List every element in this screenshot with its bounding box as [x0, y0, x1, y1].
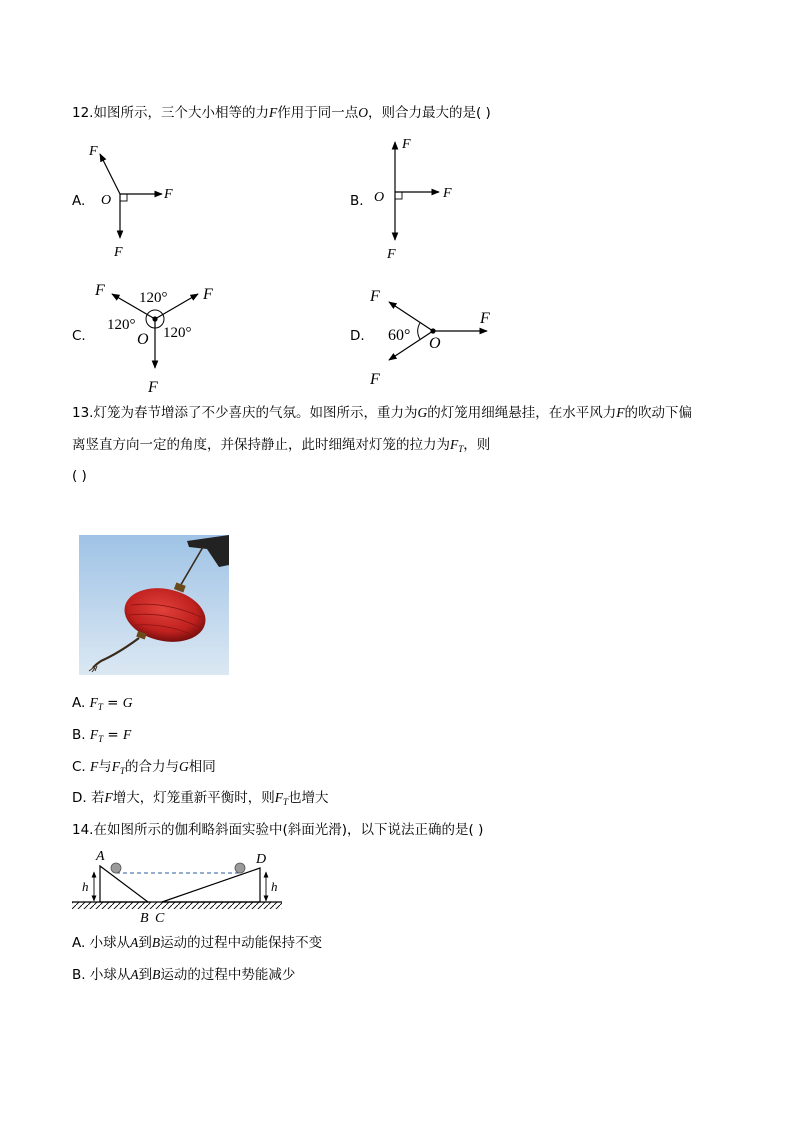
q13-option-a[interactable]: A. $F_T = G$	[72, 695, 133, 712]
point-b-label: B	[140, 911, 149, 926]
force-label: F	[370, 371, 380, 388]
q12-diagram-a	[80, 138, 200, 262]
q13-stem-line1: 13.灯笼为春节增添了不少喜庆的气氛。如图所示，重力为G的灯笼用细绳悬挂，在水平风力F的吹动下偏	[72, 405, 692, 421]
q14-option-a[interactable]: A. 小球从A到B运动的过程中动能保持不变	[72, 935, 323, 951]
force-label: F	[95, 282, 105, 299]
q14-stem: 14.在如图所示的伽利略斜面实验中(斜面光滑)，以下说法正确的是( )	[72, 822, 484, 838]
q12-diagram-b	[365, 134, 475, 264]
height-h-label: h	[82, 879, 89, 894]
q13-option-c[interactable]: C. F与$F_T$的合力与G相同	[72, 759, 216, 776]
point-a-label: A	[96, 849, 105, 864]
force-label: F	[443, 186, 452, 201]
q12-diagram-c	[85, 276, 235, 398]
force-label: F	[114, 245, 123, 260]
q12-option-d-label[interactable]: D.	[350, 328, 365, 344]
lantern-photo	[79, 535, 229, 675]
point-d-label: D	[256, 852, 267, 867]
force-label: F	[370, 288, 380, 305]
q12-option-b-label[interactable]: B.	[350, 193, 364, 209]
force-label: F	[164, 187, 173, 202]
q12-option-a-label[interactable]: A.	[72, 193, 86, 209]
force-label: F	[402, 137, 411, 152]
q13-option-b[interactable]: B. $F_T = F$	[72, 727, 132, 744]
force-label: F	[148, 379, 158, 396]
q12-stem: 12.如图所示，三个大小相等的力F作用于同一点O，则合力最大的是( )	[72, 105, 491, 121]
point-o-label: O	[374, 190, 385, 205]
point-o-label: O	[137, 331, 149, 348]
point-c-label: C	[155, 911, 165, 926]
point-o-label: O	[101, 193, 112, 208]
point-o-label: O	[429, 335, 441, 352]
force-label: F	[203, 286, 213, 303]
angle-label: 60°	[388, 327, 411, 344]
q13-stem-line2: 离竖直方向一定的角度，并保持静止，此时细绳对灯笼的拉力为$F_T$，则	[72, 437, 491, 454]
q14-option-b[interactable]: B. 小球从A到B运动的过程中势能减少	[72, 967, 296, 983]
force-label: F	[480, 310, 490, 327]
angle-label: 120°	[107, 317, 136, 333]
force-label: F	[89, 144, 98, 159]
angle-label: 120°	[163, 325, 192, 341]
galileo-incline-diagram	[70, 845, 285, 927]
height-h-label: h	[271, 879, 278, 894]
angle-label: 120°	[139, 290, 168, 306]
q13-answer-paren: ( )	[72, 468, 87, 484]
q12-option-c-label[interactable]: C.	[72, 328, 86, 344]
q13-option-d[interactable]: D. 若F增大，灯笼重新平衡时，则$F_T$也增大	[72, 790, 329, 807]
q12-diagram-d	[365, 282, 505, 390]
force-label: F	[387, 247, 396, 262]
